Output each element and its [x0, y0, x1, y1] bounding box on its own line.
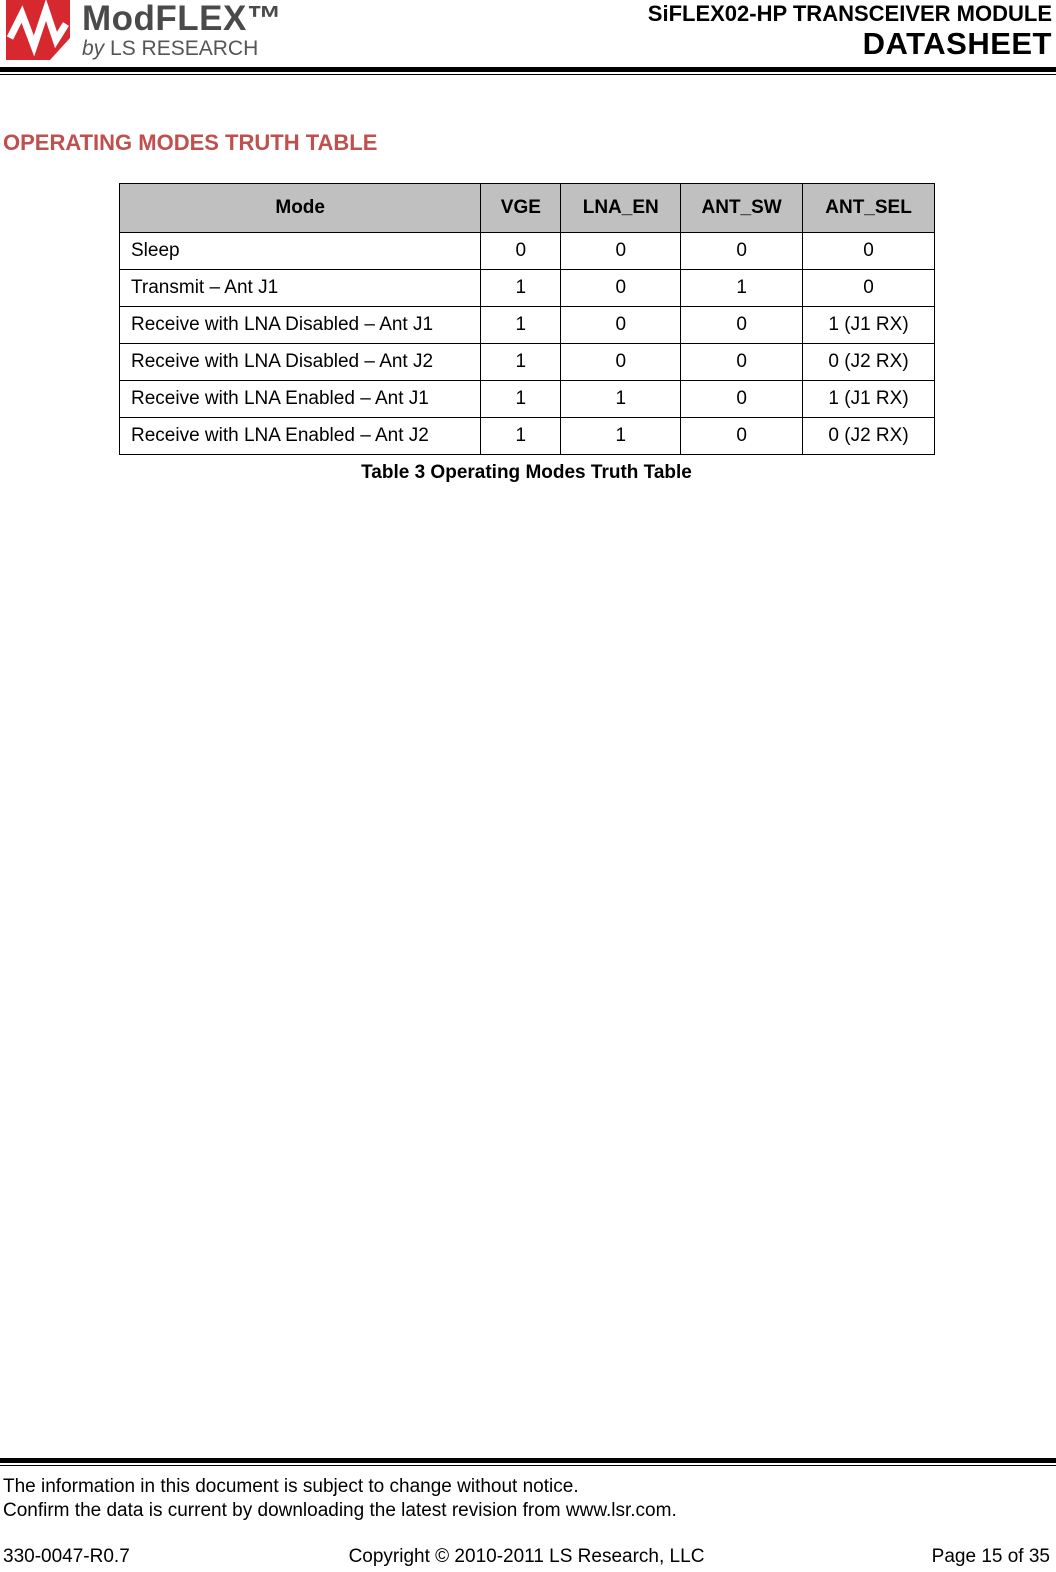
table-row — [120, 381, 935, 418]
cell-ant-sw: 1 — [681, 270, 803, 307]
header-rule-thick — [0, 67, 1056, 72]
cell-lna-en: 0 — [561, 307, 681, 344]
modflex-logo-mark-icon — [6, 0, 70, 60]
footer-copyright: Copyright © 2010-2011 LS Research, LLC — [348, 1546, 705, 1567]
cell-mode: Receive with LNA Enabled – Ant J2 — [120, 418, 481, 455]
product-name: SiFLEX02-HP TRANSCEIVER MODULE — [647, 1, 1052, 26]
cell-ant-sw: 0 — [681, 418, 803, 455]
cell-ant-sw: 0 — [681, 344, 803, 381]
cell-lna-en: 0 — [561, 233, 681, 270]
cell-mode: Transmit – Ant J1 — [120, 270, 481, 307]
cell-lna-en: 0 — [561, 344, 681, 381]
column-header-vge: VGE — [481, 184, 561, 233]
cell-vge: 1 — [481, 418, 561, 455]
cell-ant-sel: 0 (J2 RX) — [803, 344, 935, 381]
cell-lna-en: 0 — [561, 270, 681, 307]
logo-byline-by: by — [82, 37, 105, 60]
column-header-ant-sw: ANT_SW — [681, 184, 803, 233]
cell-ant-sel: 0 — [803, 233, 935, 270]
column-header-lna-en: LNA_EN — [561, 184, 681, 233]
table-row — [120, 270, 935, 307]
cell-mode: Sleep — [120, 233, 481, 270]
table-caption: Table 3 Operating Modes Truth Table — [361, 462, 692, 483]
cell-ant-sel: 0 (J2 RX) — [803, 418, 935, 455]
table-row — [120, 418, 935, 455]
cell-ant-sw: 0 — [681, 233, 803, 270]
cell-mode: Receive with LNA Disabled – Ant J1 — [120, 307, 481, 344]
logo-byline-company: LS RESEARCH — [110, 37, 259, 60]
cell-mode: Receive with LNA Disabled – Ant J2 — [120, 344, 481, 381]
logo-brand-text: ModFLEX™ — [82, 0, 283, 38]
footer-page-number: Page 15 of 35 — [931, 1546, 1050, 1567]
header-title-block — [648, 2, 1052, 62]
cell-vge: 1 — [481, 270, 561, 307]
cell-ant-sel: 1 (J1 RX) — [803, 381, 935, 418]
page-header — [0, 0, 1056, 76]
document-type: DATASHEET — [862, 26, 1052, 61]
footer-rule-thick — [0, 1458, 1056, 1463]
table-row — [120, 233, 935, 270]
cell-ant-sel: 0 — [803, 270, 935, 307]
footer-rule-thin — [0, 1465, 1056, 1466]
cell-lna-en: 1 — [561, 381, 681, 418]
footer-notice-line-1: The information in this document is subject to change without notice. — [3, 1476, 579, 1497]
cell-vge: 1 — [481, 344, 561, 381]
table-row — [120, 344, 935, 381]
footer-notice-line-2: Confirm the data is current by downloading the latest revision from www.lsr.com. — [3, 1500, 677, 1521]
column-header-ant-sel: ANT_SEL — [803, 184, 935, 233]
column-header-mode: Mode — [120, 184, 481, 233]
cell-ant-sel: 1 (J1 RX) — [803, 307, 935, 344]
cell-lna-en: 1 — [561, 418, 681, 455]
cell-vge: 0 — [481, 233, 561, 270]
cell-vge: 1 — [481, 307, 561, 344]
operating-modes-table — [119, 183, 935, 455]
logo-byline — [82, 37, 258, 61]
modflex-logo — [4, 0, 284, 64]
footer-notice — [3, 1475, 677, 1523]
table-header-row — [120, 184, 935, 233]
cell-vge: 1 — [481, 381, 561, 418]
section-title: OPERATING MODES TRUTH TABLE — [3, 130, 378, 155]
cell-mode: Receive with LNA Enabled – Ant J1 — [120, 381, 481, 418]
footer-document-number: 330-0047-R0.7 — [3, 1546, 130, 1567]
header-rule-thin — [0, 74, 1056, 75]
cell-ant-sw: 0 — [681, 307, 803, 344]
table-row — [120, 307, 935, 344]
cell-ant-sw: 0 — [681, 381, 803, 418]
